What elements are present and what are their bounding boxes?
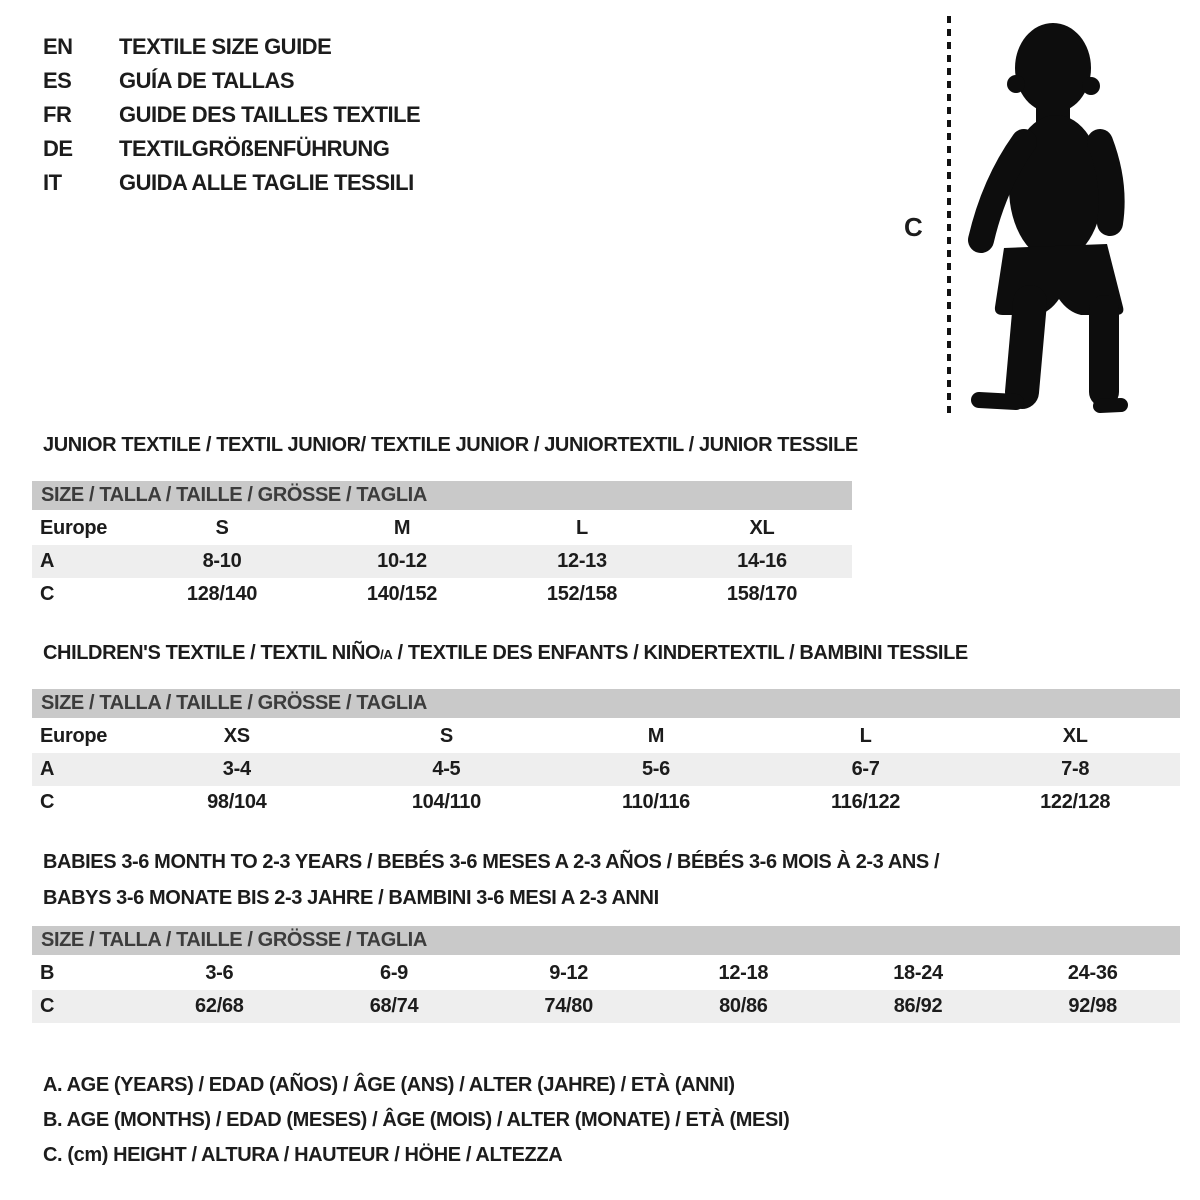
row-label: A (40, 758, 55, 780)
row-label: A (40, 550, 55, 572)
language-title-list (43, 30, 420, 200)
size-cell: 86/92 (893, 995, 943, 1017)
size-cell: XL (749, 517, 775, 539)
size-cell: 10-12 (377, 550, 427, 572)
size-cell: 140/152 (366, 583, 438, 605)
table-row (32, 512, 852, 545)
language-code: IT (43, 170, 62, 195)
size-cell: 158/170 (726, 583, 798, 605)
height-measure-label: C (904, 212, 923, 242)
table-row (32, 957, 1180, 990)
note-line-a: A. AGE (YEARS) / EDAD (AÑOS) / ÂGE (ANS) / ALTER (JAHRE) / ETÀ (ANNI) (43, 1074, 735, 1096)
size-cell: 80/86 (719, 995, 768, 1017)
size-cell: XL (1062, 725, 1088, 747)
table-row (32, 545, 852, 578)
table-header-size: SIZE / TALLA / TAILLE / GRÖSSE / TAGLIA (32, 926, 1180, 955)
row-label: C (40, 995, 55, 1017)
size-cell: L (576, 517, 588, 539)
language-label: GUIDA ALLE TAGLIE TESSILI (119, 170, 414, 195)
size-cell: 4-5 (432, 758, 461, 780)
size-cell: XS (223, 725, 250, 747)
table-row (32, 753, 1180, 786)
size-cell: 6-7 (851, 758, 880, 780)
size-cell: 68/74 (369, 995, 419, 1017)
table-header-size: SIZE / TALLA / TAILLE / GRÖSSE / TAGLIA (32, 481, 852, 510)
section-title-line2: BABYS 3-6 MONATE BIS 2-3 JAHRE / BAMBINI 3-6 MESI A 2-3 ANNI (43, 887, 659, 909)
language-code: ES (43, 68, 72, 93)
section-title-text: / TEXTILE DES ENFANTS / KINDERTEXTIL / BAMBINI TESSILE (392, 642, 968, 664)
size-cell: M (647, 725, 665, 747)
size-cell: 3-6 (205, 962, 234, 984)
table-header-size: SIZE / TALLA / TAILLE / GRÖSSE / TAGLIA (32, 689, 1180, 718)
language-row (43, 166, 420, 200)
section-title-line1: BABIES 3-6 MONTH TO 2-3 YEARS / BEBÉS 3-6 MESES A 2-3 AÑOS / BÉBÉS 3-6 MOIS À 2-3 ANS / (43, 851, 940, 873)
size-table-babies (32, 926, 1180, 1023)
section-title-children (43, 642, 968, 665)
section-title-sub: /A (380, 647, 393, 662)
size-cell: 92/98 (1068, 995, 1117, 1017)
size-cell: L (859, 725, 872, 747)
row-label: B (40, 962, 55, 984)
size-cell: 6-9 (380, 962, 409, 984)
size-cell: S (215, 517, 229, 539)
height-measure-dashed-line (947, 16, 951, 416)
language-row (43, 98, 420, 132)
baby-silhouette (958, 12, 1138, 416)
language-code: FR (43, 102, 72, 127)
section-title-text: CHILDREN'S TEXTILE / TEXTIL NIÑO (43, 642, 381, 664)
size-cell: 152/158 (546, 583, 618, 605)
size-cell: 5-6 (641, 758, 670, 780)
size-cell: 3-4 (222, 758, 251, 780)
language-label: TEXTILE SIZE GUIDE (119, 34, 332, 59)
size-cell: 122/128 (1040, 791, 1111, 813)
note-line-c: C. (cm) HEIGHT / ALTURA / HAUTEUR / HÖHE / ALTEZZA (43, 1144, 563, 1166)
section-title-junior: JUNIOR TEXTILE / TEXTIL JUNIOR/ TEXTILE JUNIOR / JUNIORTEXTIL / JUNIOR TESSILE (43, 434, 858, 456)
size-cell: 24-36 (1067, 962, 1118, 984)
size-cell: 98/104 (207, 791, 267, 813)
row-label: C (40, 583, 55, 605)
table-row (32, 578, 852, 611)
language-row (43, 132, 420, 166)
language-label: GUÍA DE TALLAS (119, 68, 295, 93)
size-table-children (32, 689, 1180, 819)
table-row (32, 720, 1180, 753)
size-cell: 14-16 (737, 550, 787, 572)
size-cell: 7-8 (1061, 758, 1090, 780)
size-cell: 104/110 (411, 791, 481, 813)
size-cell: 12-18 (718, 962, 769, 984)
size-cell: 110/116 (621, 791, 690, 813)
table-row (32, 786, 1180, 819)
legend-notes (43, 1068, 789, 1173)
size-cell: 9-12 (549, 962, 589, 984)
size-cell: 116/122 (831, 791, 901, 813)
row-label: Europe (40, 517, 108, 539)
size-cell: S (439, 725, 453, 747)
language-row (43, 64, 420, 98)
size-cell: 128/140 (186, 583, 258, 605)
size-cell: 74/80 (544, 995, 593, 1017)
size-cell: 62/68 (195, 995, 244, 1017)
row-label: C (40, 791, 55, 813)
size-cell: M (393, 517, 411, 539)
language-label: GUIDE DES TAILLES TEXTILE (119, 102, 421, 127)
language-label: TEXTILGRÖßENFÜHRUNG (119, 136, 390, 161)
language-code: DE (43, 136, 73, 161)
language-row (43, 30, 420, 64)
size-cell: 12-13 (557, 550, 607, 572)
size-table-junior (32, 481, 852, 611)
language-code: EN (43, 34, 73, 59)
row-label: Europe (40, 725, 108, 747)
size-cell: 18-24 (893, 962, 943, 984)
section-title-babies (43, 844, 939, 916)
size-cell: 8-10 (202, 550, 242, 572)
table-row (32, 990, 1180, 1023)
note-line-b: B. AGE (MONTHS) / EDAD (MESES) / ÂGE (MOIS) / ALTER (MONATE) / ETÀ (MESI) (43, 1109, 790, 1131)
